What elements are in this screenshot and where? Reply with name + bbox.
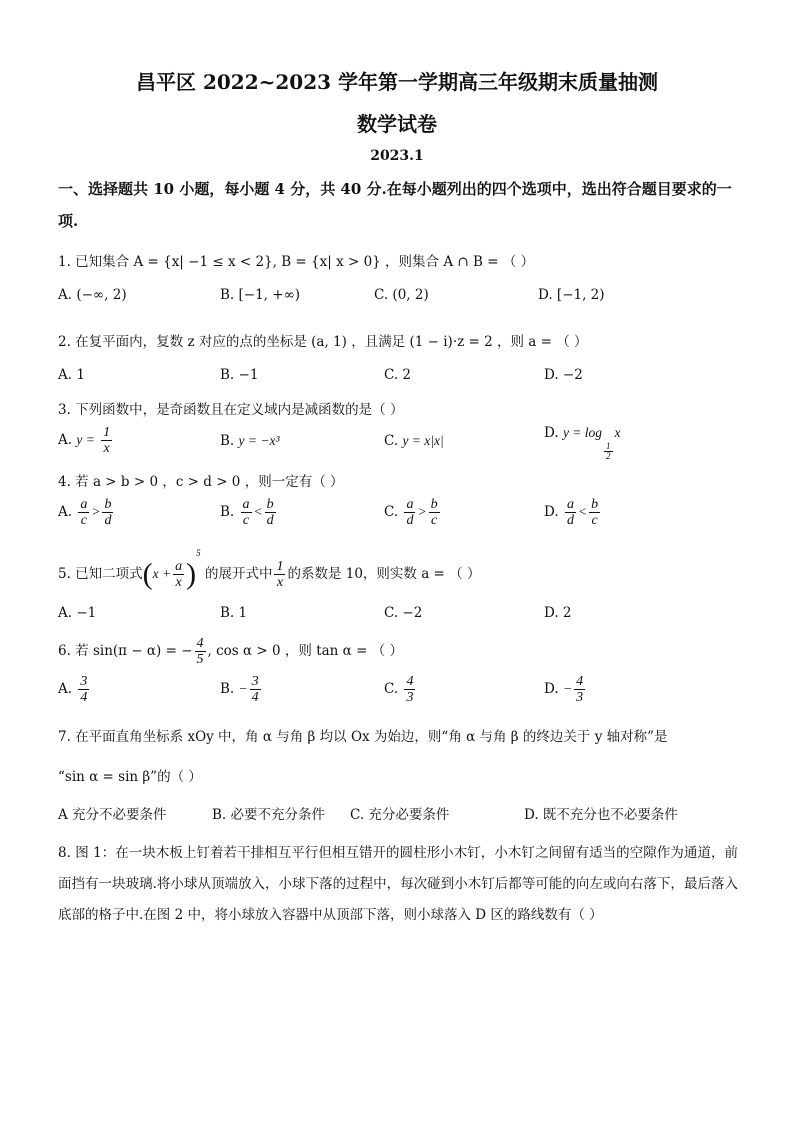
- question-3-option-d: D. y = log $\frac{1}{2}$ x: [544, 425, 621, 461]
- question-5-option-b: B. 1: [220, 605, 248, 621]
- question-5-option-c: C. −2: [384, 605, 423, 621]
- section-heading-line1: 一、选择题共 10 小题，每小题 4 分，共 40 分.在每小题列出的四个选项中，选出符合题目要求的一: [58, 180, 732, 198]
- question-6-option-c: C. $\frac{4}{3}$: [384, 674, 414, 705]
- question-3-stem: 3. 下列函数中，是奇函数且在定义域内是减函数的是（ ）: [58, 402, 404, 418]
- question-7-line2: “sin α = sin β”的（ ）: [58, 769, 202, 785]
- question-7-option-a: A 充分不必要条件: [58, 807, 167, 823]
- question-6-option-a: A. $\frac{3}{4}$: [58, 674, 88, 705]
- question-2-stem: 2. 在复平面内，复数 z 对应的点的坐标是 (a, 1) ，且满足 (1 − i)·z = 2 ，则 a = （ ）: [58, 334, 588, 350]
- exam-date: 2023.1: [370, 148, 424, 164]
- exam-title: 昌平区 2022~2023 学年第一学期高三年级期末质量抽测: [135, 70, 658, 94]
- question-1-option-a: A. (−∞, 2): [58, 287, 127, 303]
- question-4-option-d: D. $\frac{a}{d}$ < $\frac{b}{c}$: [544, 497, 599, 528]
- question-7-option-d: D. 既不充分也不必要条件: [524, 807, 678, 823]
- question-4-stem: 4. 若 a > b > 0 ，c > d > 0 ，则一定有（ ）: [58, 474, 344, 490]
- question-7-option-c: C. 充分必要条件: [350, 807, 450, 823]
- question-4-option-b: B. $\frac{a}{c}$ < $\frac{b}{d}$: [220, 497, 274, 528]
- question-6-stem: 6. 若 sin(π − α) = − $\frac{4}{5}$ , cos α > 0 ，则 tan α = （ ）: [58, 636, 403, 667]
- question-2-option-d: D. −2: [544, 367, 583, 383]
- question-7-line1: 7. 在平面直角坐标系 xOy 中，角 α 与角 β 均以 Ox 为始边，则“角 α 与角 β 的终边关于 y 轴对称”是: [58, 729, 668, 745]
- question-2-option-a: A. 1: [58, 367, 85, 383]
- section-heading-line2: 项.: [58, 212, 79, 230]
- question-1-option-c: C. (0, 2): [374, 287, 429, 303]
- question-3-option-b: B. y = −x³: [220, 433, 280, 449]
- question-4-option-c: C. $\frac{a}{d}$ > $\frac{b}{c}$: [384, 497, 438, 528]
- question-6-option-b: B. − $\frac{3}{4}$: [220, 674, 259, 705]
- question-5-option-d: D. 2: [544, 605, 572, 621]
- question-1-option-d: D. [−1, 2): [538, 287, 605, 303]
- exam-subtitle: 数学试卷: [357, 112, 437, 136]
- question-4-option-a: A. $\frac{a}{c}$ > $\frac{b}{d}$: [58, 497, 112, 528]
- question-6-option-d: D. − $\frac{4}{3}$: [544, 674, 584, 705]
- question-5-option-a: A. −1: [58, 605, 97, 621]
- question-8-text: 8. 图 1：在一块木板上钉着若干排相互平行但相互错开的圆柱形小木钉，小木钉之间留有适当的空隙作为通道，前面挡有一块玻璃.将小球从顶端放入，小球下落的过程中，每次碰到小木钉后都等可能的向左或向右落下，最后落入底部的格子中.在图 2 中，将小球放入容器中从顶部下落，则小球落入 D 区的路线数有（ ）: [58, 845, 738, 923]
- question-5-stem: 5. 已知二项式(x + $\frac{a}{x}$ )$^5$ 的展开式中 $\frac{1}{x}$ 的系数是 10，则实数 a = （ ）: [58, 548, 481, 591]
- fraction: $\frac{1}{x}$: [103, 425, 111, 456]
- question-3-option-a: A. y = $\frac{1}{x}$: [58, 425, 111, 456]
- question-3-option-c: C. y = x|x|: [384, 433, 444, 449]
- question-1-option-b: B. [−1, +∞): [220, 287, 301, 303]
- question-7-option-b: B. 必要不充分条件: [212, 807, 326, 823]
- question-2-option-b: B. −1: [220, 367, 259, 383]
- question-2-option-c: C. 2: [384, 367, 412, 383]
- question-1-stem: 1. 已知集合 A = {x| −1 ≤ x < 2}, B = {x| x > 0} ，则集合 A ∩ B = （ ）: [58, 254, 535, 270]
- log-base-fraction: $\frac{1}{2}$: [606, 441, 611, 461]
